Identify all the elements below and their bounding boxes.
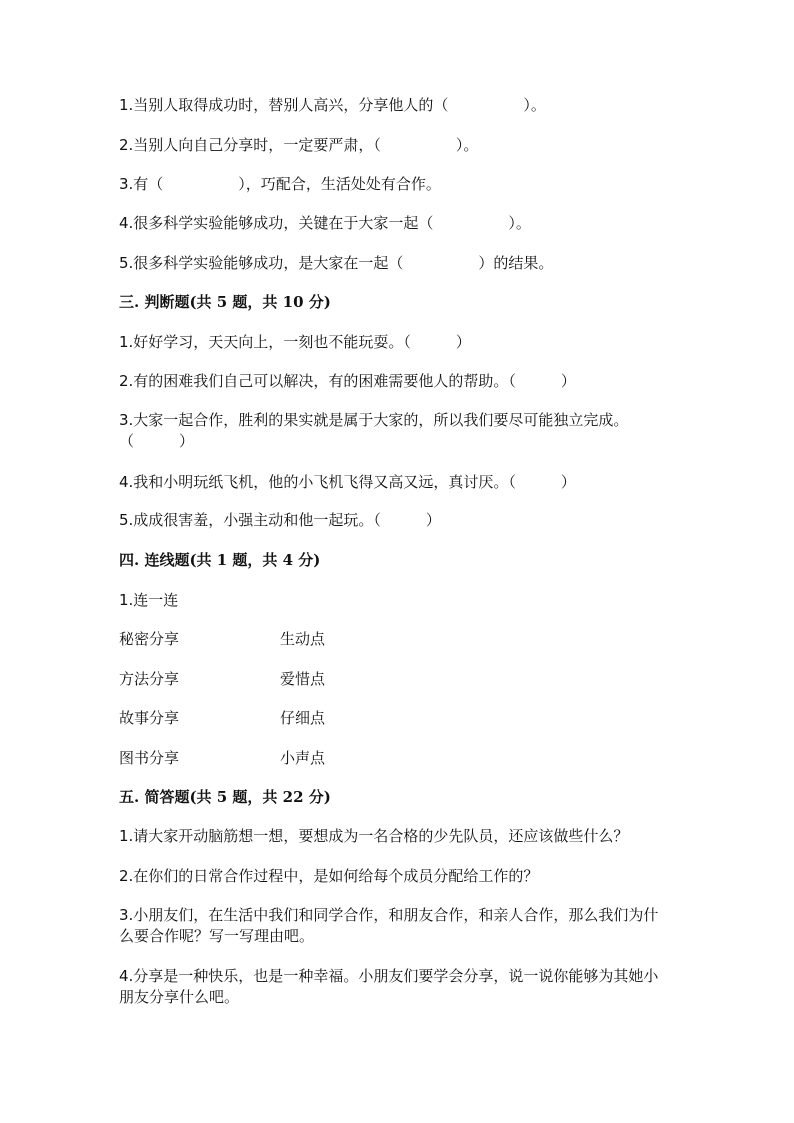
judge-item-4: 4.我和小明玩纸飞机，他的小飞机飞得又高又远，真讨厌。（ ） [119,473,576,491]
matching-right-4: 小声点 [280,749,326,767]
matching-left-1: 秘密分享 [119,630,180,648]
judge-section-title: 三. 判断题(共 5 题，共 10 分) [119,293,331,311]
short-answer-section-title: 五. 简答题(共 5 题，共 22 分) [119,788,331,806]
judge-item-5: 5.成成很害羞，小强主动和他一起玩。（ ） [119,511,441,529]
matching-left-3: 故事分享 [119,709,180,727]
short-answer-item-1: 1.请大家开动脑筋想一想，要想成为一名合格的少先队员，还应该做些什么？ [119,827,629,845]
judge-item-3: 3.大家一起合作，胜利的果实就是属于大家的，所以我们要尽可能独立完成。（ ） [119,411,629,450]
matching-right-1: 生动点 [280,630,326,648]
judge-item-2: 2.有的困难我们自己可以解决，有的困难需要他人的帮助。（ ） [119,372,576,390]
fill-blank-item-3: 3.有（ ），巧配合，生活处处有合作。 [119,175,441,193]
matching-row-3 [119,708,679,729]
fill-blank-item-2: 2.当别人向自己分享时，一定要严肃，（ ）。 [119,136,479,154]
matching-right-2: 爱惜点 [280,670,326,688]
matching-left-2: 方法分享 [119,670,180,688]
exam-page [119,0,679,1123]
matching-right-3: 仔细点 [280,709,326,727]
matching-prompt: 1.连一连 [119,591,179,609]
matching-row-4 [119,748,679,769]
judge-item-1: 1.好好学习，天天向上，一刻也不能玩耍。（ ） [119,333,471,351]
fill-blank-item-5: 5.很多科学实验能够成功，是大家在一起（ ）的结果。 [119,254,554,272]
fill-blank-item-4: 4.很多科学实验能够成功，关键在于大家一起（ ）。 [119,214,531,232]
short-answer-item-3: 3.小朋友们，在生活中我们和同学合作，和朋友合作，和亲人合作，那么我们为什么要合作呢？写一写理由吧。 [119,906,659,945]
matching-row-2 [119,669,679,690]
matching-section-title: 四. 连线题(共 1 题，共 4 分) [119,551,321,569]
matching-row-1 [119,629,679,650]
fill-blank-item-1: 1.当别人取得成功时，替别人高兴，分享他人的（ ）。 [119,96,546,114]
short-answer-item-2: 2.在你们的日常合作过程中，是如何给每个成员分配给工作的？ [119,867,539,885]
short-answer-item-4: 4.分享是一种快乐，也是一种幸福。小朋友们要学会分享，说一说你能够为其她小朋友分享什么吧。 [119,967,659,1006]
matching-left-4: 图书分享 [119,749,180,767]
